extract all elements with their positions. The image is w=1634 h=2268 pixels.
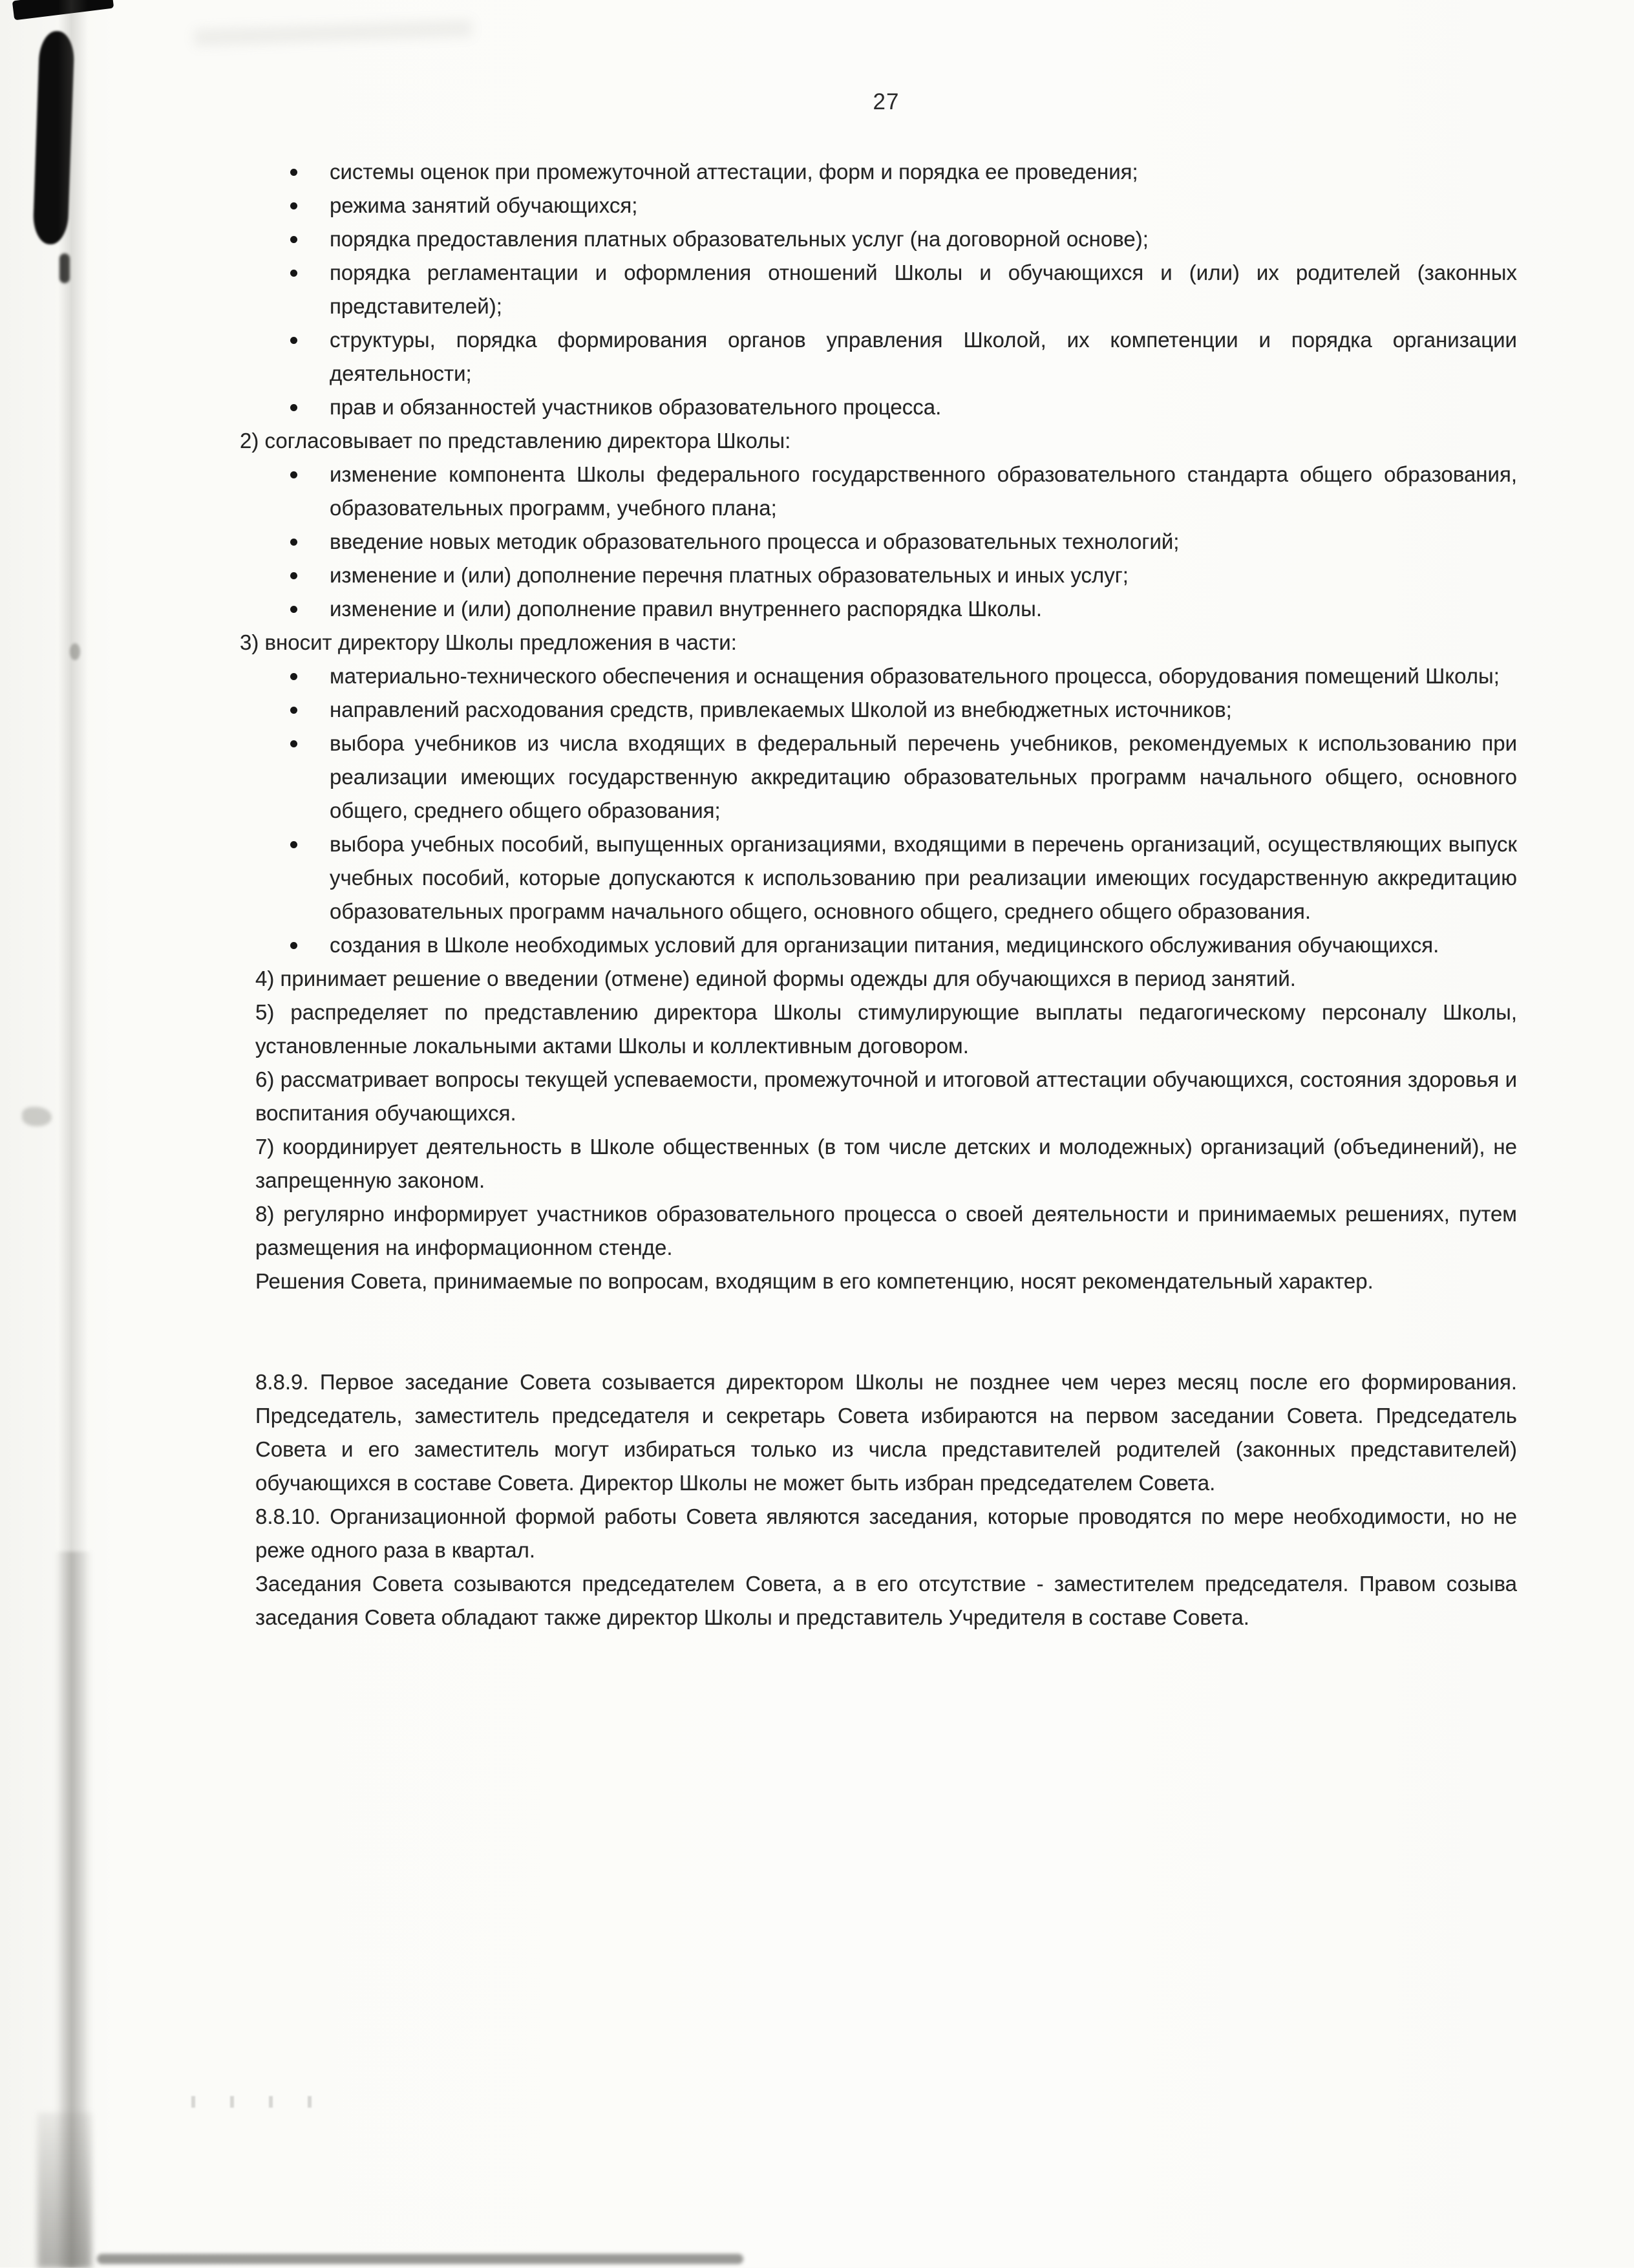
bullet-list-1 xyxy=(255,155,1517,424)
page-content xyxy=(240,155,1517,1634)
scan-streak-bottom xyxy=(97,2254,743,2264)
scan-blob-left xyxy=(32,30,74,245)
pencil-mark-bottom xyxy=(191,2096,321,2108)
list-item: создания в Школе необходимых условий для организации питания, медицинского обслуживания обучающихся. xyxy=(255,928,1517,962)
scan-blob-left-tail xyxy=(59,253,70,283)
numbered-item-2: 2) согласовывает по представлению директора Школы: xyxy=(240,429,791,453)
list-item: выбора учебных пособий, выпущенных организациями, входящими в перечень организаций, осуществляющих выпуск учебных пособий, которые допускаются к использованию при реализации имеющих государственную аккредитацию образовательных программ начального общего, основного общего, среднего общего образования. xyxy=(255,828,1517,928)
page-fold-shadow xyxy=(58,0,88,2267)
page-fold-shadow-lower xyxy=(54,1552,93,2267)
list-item: режима занятий обучающихся; xyxy=(255,189,1517,222)
list-item: порядка регламентации и оформления отношений Школы и обучающихся и (или) их родителей (законных представителей); xyxy=(255,256,1517,323)
list-item: направлений расходования средств, привлекаемых Школой из внебюджетных источников; xyxy=(255,693,1517,727)
list-item: изменение и (или) дополнение правил внутреннего распорядка Школы. xyxy=(255,592,1517,626)
list-item: введение новых методик образовательного процесса и образовательных технологий; xyxy=(255,525,1517,559)
page-number: 27 xyxy=(873,89,900,114)
paragraph-item-5: 5) распределяет по представлению директора Школы стимулирующие выплаты педагогическому персоналу Школы, установленные локальными актами Школы и коллективным договором. xyxy=(255,1000,1517,1058)
list-item: системы оценок при промежуточной аттестации, форм и порядка ее проведения; xyxy=(255,155,1517,189)
paragraph-item-7: 7) координирует деятельность в Школе общественных (в том числе детских и молодежных) организаций (объединений), не запрещенную законом. xyxy=(255,1135,1517,1192)
numbered-item-3: 3) вносит директору Школы предложения в части: xyxy=(240,630,737,654)
list-item: структуры, порядка формирования органов управления Школой, их компетенции и порядка организации деятельности; xyxy=(255,323,1517,390)
paragraph-item-8: 8) регулярно информирует участников образовательного процесса о своей деятельности и принимаемых решениях, путем размещения на информационном стенде. xyxy=(255,1202,1517,1259)
list-item: прав и обязанностей участников образовательного процесса. xyxy=(255,390,1517,424)
paragraph-item-6: 6) рассматривает вопросы текущей успеваемости, промежуточной и итоговой аттестации обучающихся, состояния здоровья и воспитания обучающихся. xyxy=(255,1067,1517,1125)
list-item: материально-технического обеспечения и оснащения образовательного процесса, оборудования помещений Школы; xyxy=(255,659,1517,693)
list-item: выбора учебников из числа входящих в федеральный перечень учебников, рекомендуемых к использованию при реализации имеющих государственную аккредитацию образовательных программ начального общего, основного общего, среднего общего образования; xyxy=(255,727,1517,828)
scan-smudge-bottom-left xyxy=(37,2113,92,2268)
paragraph-council-decisions: Решения Совета, принимаемые по вопросам, входящим в его компетенцию, носят рекомендательный характер. xyxy=(255,1269,1374,1293)
paragraph-8-8-9: 8.8.9. Первое заседание Совета созывается директором Школы не позднее чем через месяц после его формирования. Председатель, заместитель председателя и секретарь Совета избираются на первом заседании Совета. Председатель Совета и его заместитель могут избираться только из числа представителей родителей (законных представителей) обучающихся в составе Совета. Директор Школы не может быть избран председателем Совета. xyxy=(255,1370,1517,1495)
list-item: порядка предоставления платных образовательных услуг (на договорной основе); xyxy=(255,222,1517,256)
bullet-list-2 xyxy=(255,458,1517,626)
section-gap xyxy=(255,1298,1517,1365)
paragraph-8-8-10: 8.8.10. Организационной формой работы Совета являются заседания, которые проводятся по мере необходимости, но не реже одного раза в квартал. xyxy=(255,1504,1517,1562)
list-item: изменение компонента Школы федерального государственного образовательного стандарта общего образования, образовательных программ, учебного плана; xyxy=(255,458,1517,525)
bullet-list-3 xyxy=(255,659,1517,962)
scan-dot-mid-left xyxy=(70,643,80,660)
list-item: изменение и (или) дополнение перечня платных образовательных и иных услуг; xyxy=(255,559,1517,592)
scan-smudge-top xyxy=(194,20,472,47)
paragraph-meetings: Заседания Совета созываются председателем Совета, а в его отсутствие - заместителем председателя. Правом созыва заседания Совета обладают также директор Школы и представитель Учредителя в составе Совета. xyxy=(255,1572,1517,1629)
pencil-mark-left xyxy=(22,1107,52,1126)
scan-mark-top-edge xyxy=(12,0,114,20)
paragraph-item-4: 4) принимает решение о введении (отмене) единой формы одежды для обучающихся в период занятий. xyxy=(255,967,1296,990)
